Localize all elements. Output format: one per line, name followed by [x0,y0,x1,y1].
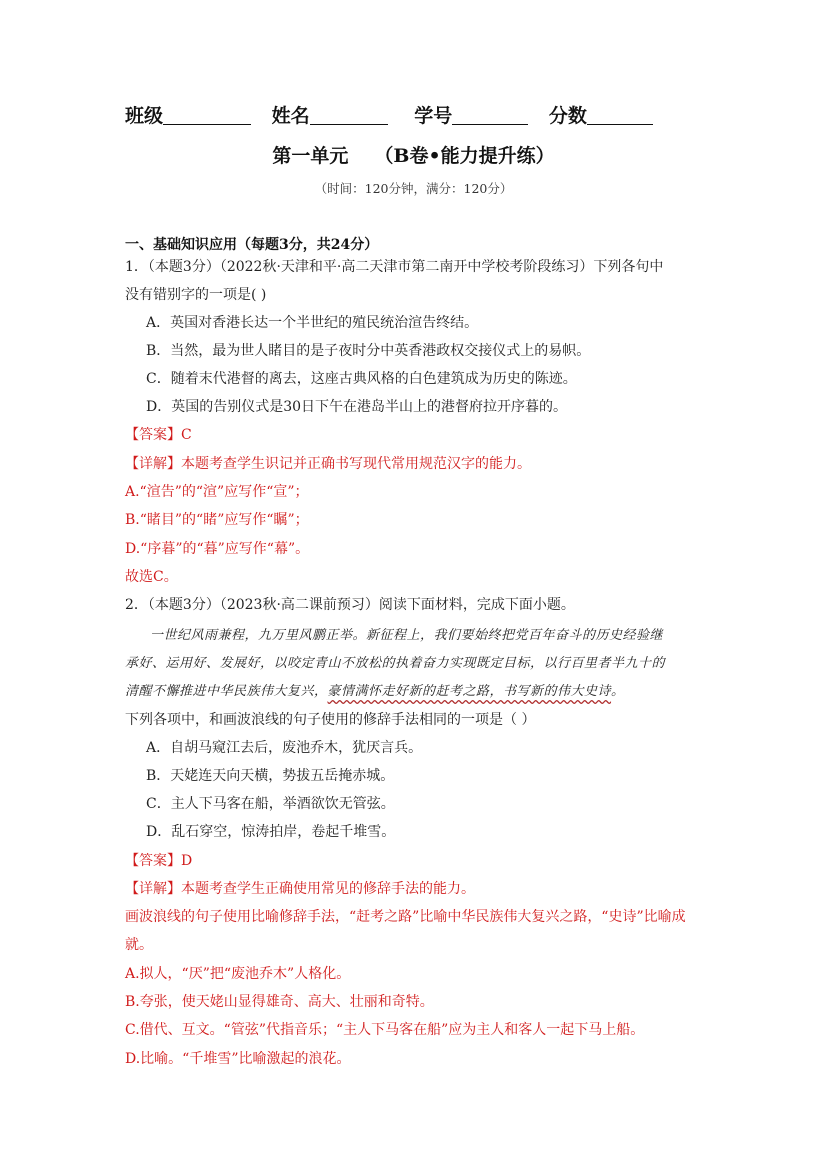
class-label: 班级 [125,105,164,127]
name-field [272,101,388,128]
q1-explain-a: A.“渲告”的“渲”应写作“宣”； [125,484,309,500]
q1-stem-line2: 没有错别字的一项是( ) [125,287,267,303]
q2-explain-a: A.拟人，“厌”把“废池乔木”人格化。 [125,966,351,982]
q2-option-b: B．天姥连天向天横，势拔五岳掩赤城。 [146,768,395,784]
score-blank[interactable] [587,105,653,125]
q1-option-b: B．当然，最为世人睹目的是子夜时分中英香港政权交接仪式上的易帜。 [146,343,591,359]
q2-explanation: 【详解】本题考查学生正确使用常见的修辞手法的能力。 [125,881,475,897]
q1-option-c: C．随着末代港督的离去，这座古典风格的白色建筑成为历史的陈迹。 [146,371,577,387]
page-title [0,141,827,168]
q2-passage-line3 [125,680,625,699]
student-id-blank[interactable] [452,105,528,125]
q2-passage-plain: 清醒不懈推进中华民族伟大复兴， [125,684,328,699]
q2-explain-d: D.比喻。“千堆雪”比喻激起的浪花。 [125,1051,351,1067]
q1-conclusion: 故选C。 [125,569,178,585]
q2-explain-intro-line1: 画波浪线的句子使用比喻修辞手法，“赶考之路”比喻中华民族伟大复兴之路，“史诗”比喻成 [125,909,686,925]
time-info: （时间：120分钟，满分：120分） [314,181,513,196]
q1-explanation: 【详解】本题考查学生识记并正确书写现代常用规范汉字的能力。 [125,456,531,472]
q2-option-a: A．自胡马窥江去后，废池乔木，犹厌言兵。 [146,740,423,756]
q1-explain-b: B.“睹目”的“睹”应写作“瞩”； [125,512,309,528]
q2-explain-intro-line2: 就。 [125,937,153,953]
class-blank[interactable] [163,105,251,125]
student-id-field [414,101,528,128]
q2-passage-end: 。 [611,684,625,699]
q2-explain-b: B.夸张，使天姥山显得雄奇、高大、壮丽和奇特。 [125,994,434,1010]
q1-answer: 【答案】C [125,427,192,443]
name-label: 姓名 [271,105,310,127]
section-heading: 一、基础知识应用（每题3分，共24分） [125,237,379,253]
q1-stem-line1: 1．（本题3分）（2022秋·天津和平·高二天津市第二南开中学校考阶段练习）下列各句中 [125,259,664,275]
q1-explain-d: D.“序暮”的“暮”应写作“幕”。 [125,541,310,557]
q2-stem: 2．（本题3分）（2023秋·高二课前预习）阅读下面材料，完成下面小题。 [125,597,575,613]
student-id-label: 学号 [414,105,453,127]
q2-wavy-underlined-sentence: 豪情满怀走好新的赶考之路，书写新的伟大史诗 [327,684,612,699]
class-field [125,101,251,128]
q2-option-d: D．乱石穿空，惊涛拍岸，卷起千堆雪。 [146,824,396,840]
q2-explain-c: C.借代、互文。“管弦”代指音乐；“主人下马客在船”应为主人和客人一起下马上船。 [125,1022,645,1038]
q2-passage-line1: 一世纪风雨兼程，九万里风鹏正举。新征程上，我们要始终把党百年奋斗的历史经验继 [150,628,664,643]
q1-option-a: A．英国对香港长达一个半世纪的殖民统治渲告终结。 [146,315,479,331]
name-blank[interactable] [310,105,388,125]
q1-option-d: D．英国的告别仪式是30日下午在港岛半山上的港督府拉开序暮的。 [146,399,568,415]
q2-answer: 【答案】D [125,853,193,869]
unit-title: 第一单元 [272,145,349,167]
q2-option-c: C．主人下马客在船，举酒欲饮无管弦。 [146,796,395,812]
q2-question: 下列各项中，和画波浪线的句子使用的修辞手法相同的一项是（ ） [125,712,536,728]
paper-type: （B卷•能力提升练） [374,145,555,167]
score-label: 分数 [548,105,587,127]
student-info-row [125,101,667,128]
q2-passage-line2: 承好、运用好、发展好，以咬定青山不放松的执着奋力实现既定目标，以行百里者半九十的 [125,656,666,671]
score-field [549,101,653,128]
